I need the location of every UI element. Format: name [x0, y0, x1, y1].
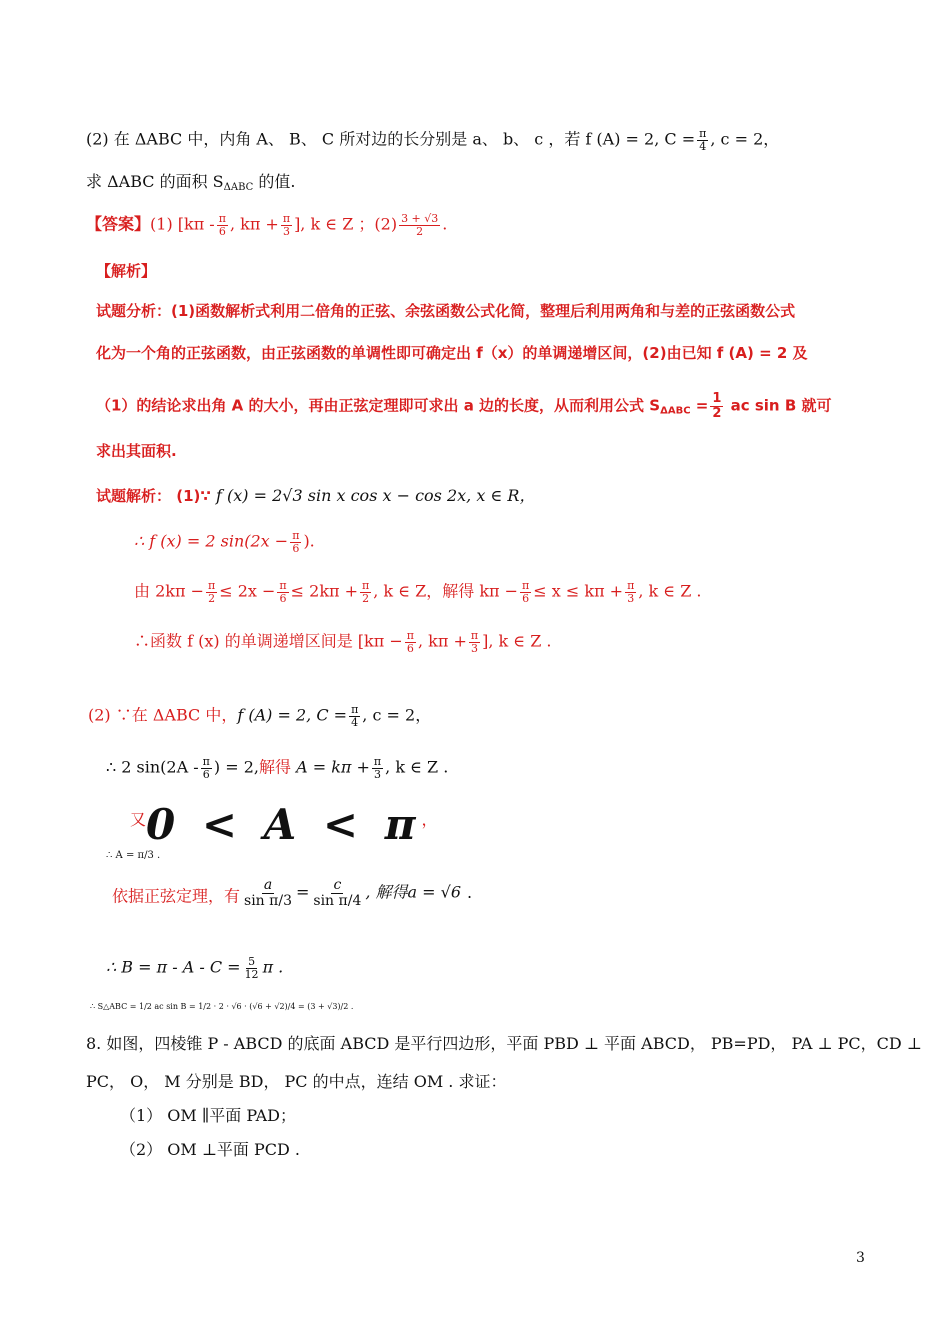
part2-line6: ∴ B = π - A - C = $\frac{5}{12}$ π .: [106, 955, 284, 981]
part2-line2: ∴ 2 sin(2A - $\frac{\pi}{6}$ ) = 2,解得 A = kπ + $\frac{\pi}{3}$ , k ∈ Z .: [106, 755, 449, 781]
problem8-line4: （2） OM ⊥平面 PCD .: [120, 1140, 300, 1159]
part2-line1: (2) ∵在 ΔABC 中，f (A) = 2, C = $\frac{\pi}{4}$ , c = 2，: [88, 703, 432, 729]
problem2-line2: 求 ΔABC 的面积 $S_{\Delta ABC}$ 的值.: [86, 172, 296, 193]
answer-label: 【答案】: [86, 214, 151, 234]
part2-line7: ∴ S△ABC = 1/2 ac sin B = 1/2 · 2 · √6 · (√6 + √2)/4 = (3 + √3)/2 .: [90, 1002, 354, 1011]
part2-line3: 又0 < A < π，: [130, 800, 438, 849]
problem2-line1: (2) 在 ΔABC 中，内角 A、 B、 C 所对边的长分别是 a、 b、 c ，若 f (A) = 2, C = $\frac{\pi}{4}$ , c = 2，: [86, 127, 780, 153]
analysis-p4: 求出其面积.: [96, 442, 177, 460]
problem8-line3: （1） OM ∥平面 PAD；: [120, 1106, 297, 1125]
page-number: 3: [856, 1250, 865, 1266]
solution-line4: ∴函数 f (x) 的单调递增区间是 [kπ − $\frac{\pi}{6}$ , kπ + $\frac{\pi}{3}$ ], k ∈ Z .: [134, 629, 552, 655]
part2-line4: ∴ A = π/3 .: [106, 850, 161, 861]
solution-line1: 试题解析： (1)∵ f (x) = 2√3 sin x cos x − cos 2x, x ∈ R，: [96, 486, 536, 505]
problem8-line2: PC， O， M 分别是 BD， PC 的中点，连结 OM . 求证：: [86, 1072, 507, 1091]
answer-line: 【答案】(1) [kπ - $\frac{\pi}{6}$ , kπ + $\frac{\pi}{3}$ ], k ∈ Z ；(2) $\frac{3 + √3}{2}$ .: [86, 212, 448, 238]
analysis-p3: （1）的结论求出角 A 的大小，再由正弦定理即可求出 a 边的长度，从而利用公式 $S_{\Delta ABC}$ = $\frac{1}{2}$ ac sin B 就可: [96, 391, 832, 421]
solution-line3: 由 2kπ − $\frac{\pi}{2}$ ≤ 2x − $\frac{\pi}{6}$ ≤ 2kπ + $\frac{\pi}{2}$ , k ∈ Z，解得 kπ − $\frac{\pi}{6}$ ≤ x ≤ kπ + $\frac{\pi}{3}$ , k ∈ Z .: [134, 579, 702, 605]
part2-line5: 依据正弦定理，有 $\frac{a}{\text{sin π/3}}$ = $\frac{c}{\text{sin π/4}}$ , 解得a = √6 .: [112, 877, 473, 909]
analysis-p2: 化为一个角的正弦函数，由正弦函数的单调性即可确定出 f（x）的单调递增区间，(2)由已知 f (A) = 2 及: [96, 344, 808, 362]
solution-line2: ∴ f (x) = 2 sin(2x − $\frac{\pi}{6}$ ).: [134, 529, 315, 555]
fraction-pi-over-4: $\frac{\pi}{4}$: [699, 127, 707, 153]
analysis-p1: 试题分析：(1)函数解析式利用二倍角的正弦、余弦函数公式化简，整理后利用两角和与差的正弦函数公式: [96, 302, 796, 320]
analysis-label: 【解析】: [96, 262, 157, 280]
problem8-line1: 8. 如图，四棱锥 P - ABCD 的底面 ABCD 是平行四边形，平面 PBD ⊥ 平面 ABCD， PB=PD， PA ⊥ PC，CD ⊥: [86, 1034, 922, 1053]
